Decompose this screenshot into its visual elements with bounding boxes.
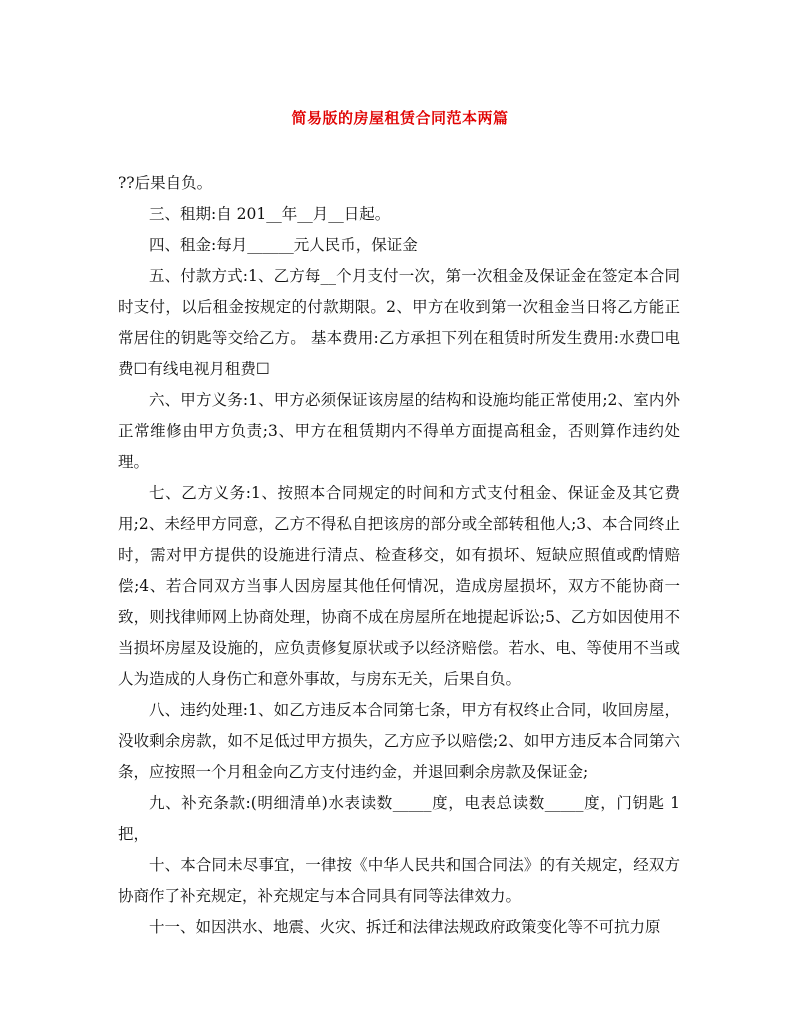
paragraph-rent: 四、租金:每月______元人民币，保证金 [149,236,418,254]
paragraph-continuation: ??后果自负。 [118,174,213,192]
paragraph-unspecified-matters: 十、本合同未尽事宜，一律按《中华人民共和国合同法》的有关规定，经双方协商作了补充规定，补充规定与本合同具有同等法律效力。 [118,856,680,905]
document-body [118,168,680,943]
document-title: 简易版的房屋租赁合同范本两篇 [291,109,509,127]
paragraph-force-majeure: 十一、如因洪水、地震、火灾、拆迁和法律法规政府政策变化等不可抗力原 [149,918,661,936]
paragraph-supplementary-terms: 九、补充条款:(明细清单)水表读数_____度，电表总读数_____度，门钥匙 1 把， [118,794,680,843]
paragraph-payment-method: 五、付款方式:1、乙方每__个月支付一次，第一次租金及保证金在签定本合同时支付，以后租金按规定的付款期限。2、甲方在收到第一次租金当日将乙方能正常居住的钥匙等交给乙方。 基本费用:乙方承担下列在租赁时所发生费用:水费☐电费☐有线电视月租费☐ [118,267,680,378]
paragraph-party-b-duties: 七、乙方义务:1、按照本合同规定的时间和方式支付租金、保证金及其它费用;2、未经甲方同意，乙方不得私自把该房的部分或全部转租他人;3、本合同终止时，需对甲方提供的设施进行清点、检查移交，如有损坏、短缺应照值或酌情赔偿;4、若合同双方当事人因房屋其他任何情况，造成房屋损坏，双方不能协商一致，则找律师网上协商处理，协商不成在房屋所在地提起诉讼;5、乙方如因使用不当损坏房屋及设施的，应负责修复原状或予以经济赔偿。若水、电、等使用不当或人为造成的人身伤亡和意外事故，与房东无关，后果自负。 [118,484,680,688]
paragraph-party-a-duties: 六、甲方义务:1、甲方必须保证该房屋的结构和设施均能正常使用;2、室内外正常维修由甲方负责;3、甲方在租赁期内不得单方面提高租金，否则算作违约处理。 [118,391,680,471]
paragraph-breach-handling: 八、违约处理:1、如乙方违反本合同第七条，甲方有权终止合同，收回房屋，没收剩余房款，如不足低过甲方损失，乙方应予以赔偿;2、如甲方违反本合同第六条，应按照一个月租金向乙方支付违约金，并退回剩余房款及保证金; [118,701,680,781]
paragraph-lease-term: 三、租期:自 201__年__月__日起。 [149,205,391,223]
